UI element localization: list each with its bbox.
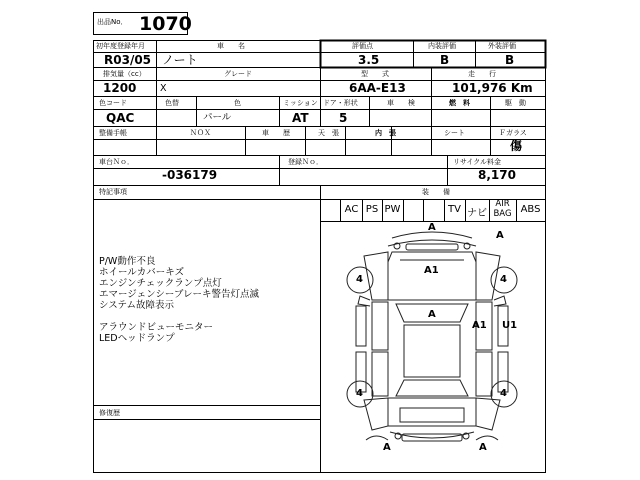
chassis-value: -036179 [162,168,218,182]
exterior-label: 外装評価 [488,42,516,50]
first-reg-label: 初年度登録年月 [96,42,145,50]
note-line: システム故障表示 [99,300,175,311]
equip-airbag: AIR BAG [493,199,512,219]
mileage-label: 走 行 [468,70,496,78]
color-code-value: QAC [106,111,135,125]
first-reg-value: R03/05 [104,53,152,67]
damage-right-front-wheel: 4 [500,274,507,285]
displacement-label: 排気量（cc） [103,70,146,78]
fuel-label: 燃 料 [449,99,470,107]
grade-value: X [160,83,167,94]
equip-navi: ナビ [467,208,487,219]
chassis-label: 車台Ｎｏ． [99,158,134,166]
equip-ac: AC [344,204,359,215]
interior-label: 内装評価 [428,42,456,50]
notes-list [99,256,259,344]
seat-label: シート [444,129,465,137]
car-name-value: ノート [162,53,198,67]
equip-abs: ABS [520,204,541,215]
notes-label: 特記事項 [99,188,127,196]
glass-value: 傷 [510,139,523,153]
damage-right-door-u1: U1 [502,320,518,331]
vehicle-inspection-label: 車 検 [387,99,415,107]
doors-value: 5 [339,111,348,125]
mileage-value: 101,976 Km [452,81,533,95]
car-diagram [347,232,517,441]
exhibit-number: 1070 [139,13,192,35]
recycle-label: リサイクル料金 [453,158,502,166]
note-line: P/W動作不良 [99,256,156,267]
note-line: LEDヘッドランプ [99,333,175,344]
drive-label: 駆 動 [505,99,526,107]
note-line: エンジンチェックランプ点灯 [99,278,222,289]
color-family-label: 色替 [165,99,179,107]
damage-right-door-a1: A1 [472,320,487,331]
interior-trim-label: 内 張 [375,129,396,137]
repair-label: 修復歴 [99,409,120,417]
color-value: パール [203,112,232,123]
interior-value: B [440,53,450,67]
note-line: エマージェンシーブレーキ警告灯点滅 [99,289,260,300]
doors-label: ドア・形状 [323,99,358,107]
damage-rear-left: A [383,442,391,453]
color-label: 色 [234,99,241,107]
damage-hood: A1 [424,265,439,276]
history-label: 車 歴 [262,129,290,137]
damage-rear-right: A [479,442,487,453]
color-code-label: 色コード [99,99,127,107]
damage-right-rear-wheel: 4 [500,388,507,399]
mission-label: ミッション [283,99,318,107]
damage-roof: A [428,309,436,320]
exhibit-label: 出品No． [97,18,128,26]
registration-label: 登録Ｎｏ． [288,158,323,166]
score-value: 3.5 [358,53,380,67]
car-name-label: 車 名 [217,42,245,50]
damage-front-bumper: A [428,222,436,233]
maintenance-label: 整備手帳 [99,129,127,137]
note-line [99,311,259,322]
note-line: ホイールカバーキズ [99,267,185,278]
model-label: 型 式 [361,70,389,78]
equip-pw: PW [384,204,401,215]
recycle-value: 8,170 [478,168,516,182]
sunroof-label: 天 張 [318,129,339,137]
damage-left-rear-wheel: 4 [356,388,363,399]
glass-label: Ｆガラス [499,129,527,137]
damage-left-front-wheel: 4 [356,274,363,285]
equipment-label: 装 備 [422,188,450,196]
model-value: 6AA-E13 [349,81,406,95]
damage-front-right: A [496,230,504,241]
equip-ps: PS [365,204,379,215]
note-line: アラウンドビューモニター [99,322,214,333]
nox-label: ＮＯＸ [190,129,211,137]
mission-value: AT [292,111,309,125]
grade-label: グレード [224,70,252,78]
equip-tv: TV [448,204,461,215]
score-label: 評価点 [352,42,373,50]
exterior-value: B [505,53,515,67]
displacement-value: 1200 [103,81,137,95]
